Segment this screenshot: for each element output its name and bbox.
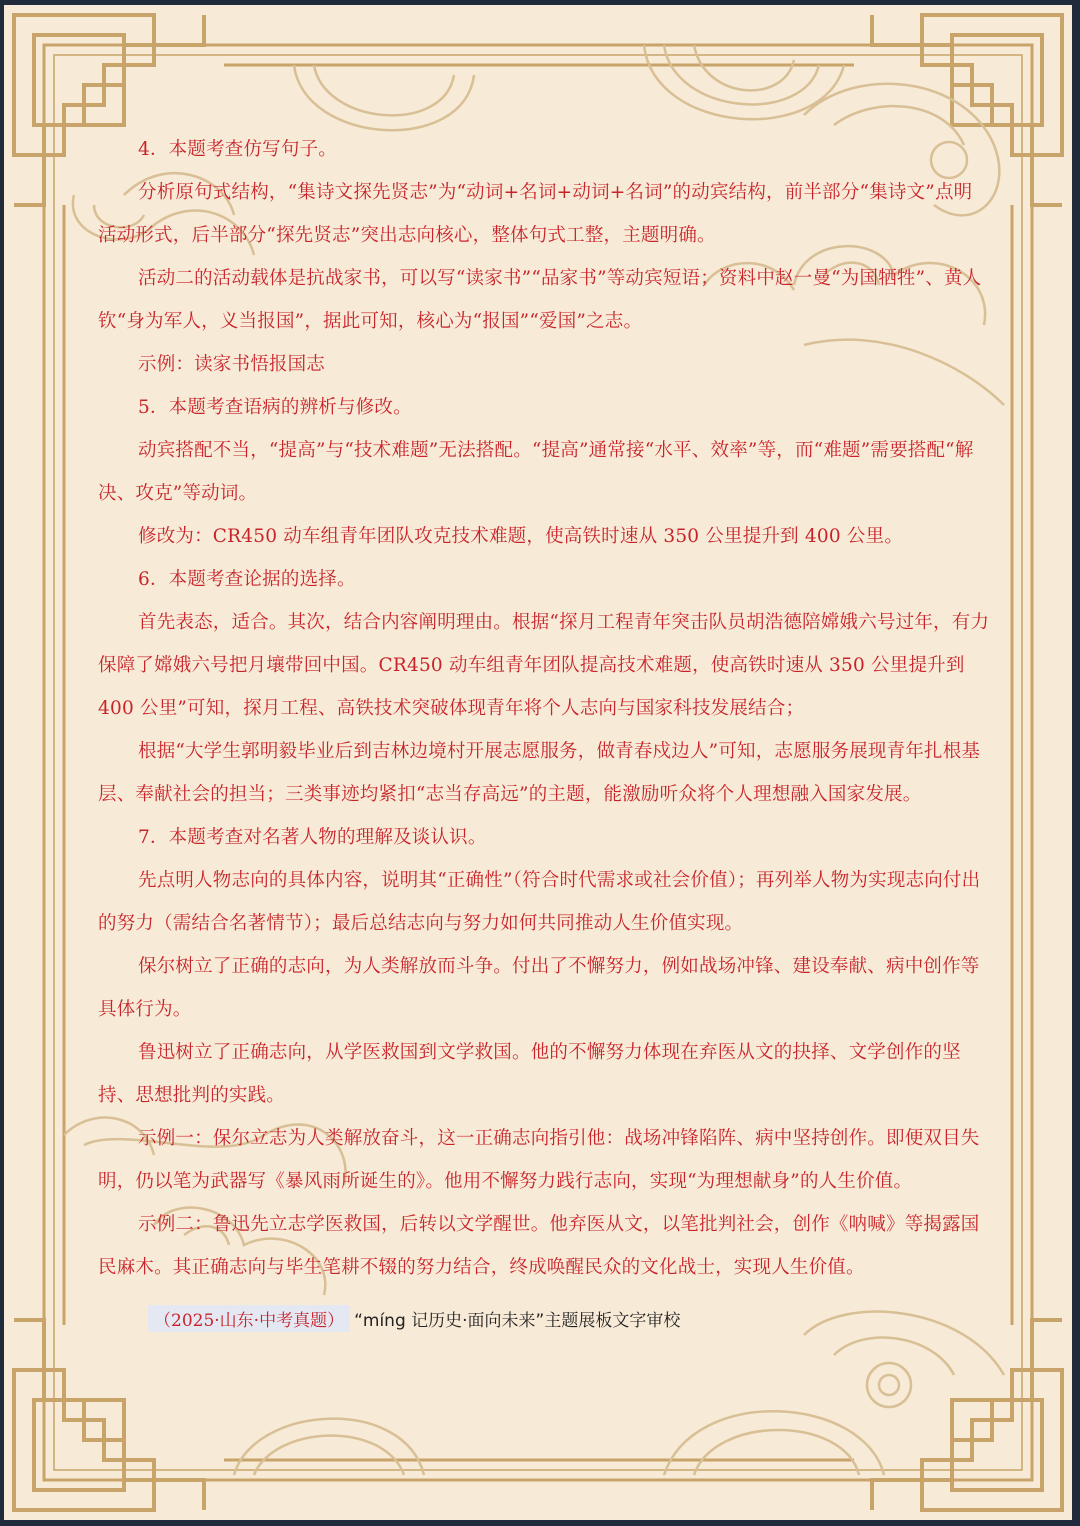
question-6-conclusion: 根据“大学生郭明毅毕业后到吉林边境村开展志愿服务，做青春戍边人”可知，志愿服务展现青年扎根基层、奉献社会的担当；三类事迹均紧扣“志当存高远”的主题，能激励听众将个人理想融入国家发展。 bbox=[98, 741, 981, 805]
exam-source-tag: （2025·山东·中考真题） bbox=[148, 1305, 350, 1332]
question-7-paul: 保尔树立了正确的志向，为人类解放而斗争。付出了不懈努力，例如战场冲锋、建设奉献、病中创作等具体行为。 bbox=[98, 956, 980, 1020]
question-4-example: 示例：读家书悟报国志 bbox=[138, 354, 326, 375]
document-page bbox=[4, 5, 1072, 1520]
question-4-activity: 活动二的活动载体是抗战家书，可以写“读家书”“品家书”等动宾短语；资料中赵一曼“为国牺牲”、黄人钦“身为军人，义当报国”，据此可知，核心为“报国”“爱国”之志。 bbox=[98, 268, 982, 332]
question-7-example-2: 示例二：鲁迅先立志学医救国，后转以文学醒世。他弃医从文，以笔批判社会，创作《呐喊》等揭露国民麻木。其正确志向与毕生笔耕不辍的努力结合，终成唤醒民众的文化战士，实现人生价值。 bbox=[98, 1214, 980, 1278]
question-7-heading: 7．本题考查对名著人物的理解及谈认识。 bbox=[138, 827, 487, 848]
question-5-analysis: 动宾搭配不当，“提高”与“技术难题”无法搭配。“提高”通常接“水平、效率”等，而“难题”需要搭配“解决、攻克”等动词。 bbox=[98, 440, 974, 504]
question-5-heading: 5．本题考查语病的辨析与修改。 bbox=[138, 397, 412, 418]
next-question-title: “míng 记历史·面向未来”主题展板文字审校 bbox=[354, 1310, 681, 1331]
question-7-luxun: 鲁迅树立了正确志向，从学医救国到文学救国。他的不懈努力体现在弃医从文的抉择、文学创作的坚持、思想批判的实践。 bbox=[98, 1042, 961, 1106]
question-4-analysis: 分析原句式结构，“集诗文探先贤志”为“动词+名词+动词+名词”的动宾结构，前半部分“集诗文”点明活动形式，后半部分“探先贤志”突出志向核心，整体句式工整，主题明确。 bbox=[98, 182, 973, 246]
question-7-method: 先点明人物志向的具体内容，说明其“正确性”（符合时代需求或社会价值）；再列举人物为实现志向付出的努力（需结合名著情节）；最后总结志向与努力如何共同推动人生价值实现。 bbox=[98, 870, 981, 934]
next-question-line bbox=[148, 1305, 680, 1331]
question-7-example-1: 示例一：保尔立志为人类解放奋斗，这一正确志向指引他：战场冲锋陷阵、病中坚持创作。即便双目失明，仍以笔为武器写《暴风雨所诞生的》。他用不懈努力践行志向，实现“为理想献身”的人生价值。 bbox=[98, 1128, 980, 1192]
question-4-heading: 4．本题考查仿写句子。 bbox=[138, 139, 337, 160]
question-6-heading: 6．本题考查论据的选择。 bbox=[138, 569, 356, 590]
question-6-analysis: 首先表态，适合。其次，结合内容阐明理由。根据“探月工程青年突击队员胡浩德陪嫦娥六号过年，有力保障了嫦娥六号把月壤带回中国。CR450 动车组青年团队提高技术难题，使高铁时速从 350 公里提升到 400 公里”可知，探月工程、高铁技术突破体现青年将个人志向与国家科技发展结合； bbox=[98, 612, 990, 719]
question-5-correction: 修改为：CR450 动车组青年团队攻克技术难题，使高铁时速从 350 公里提升到 400 公里。 bbox=[138, 526, 904, 547]
